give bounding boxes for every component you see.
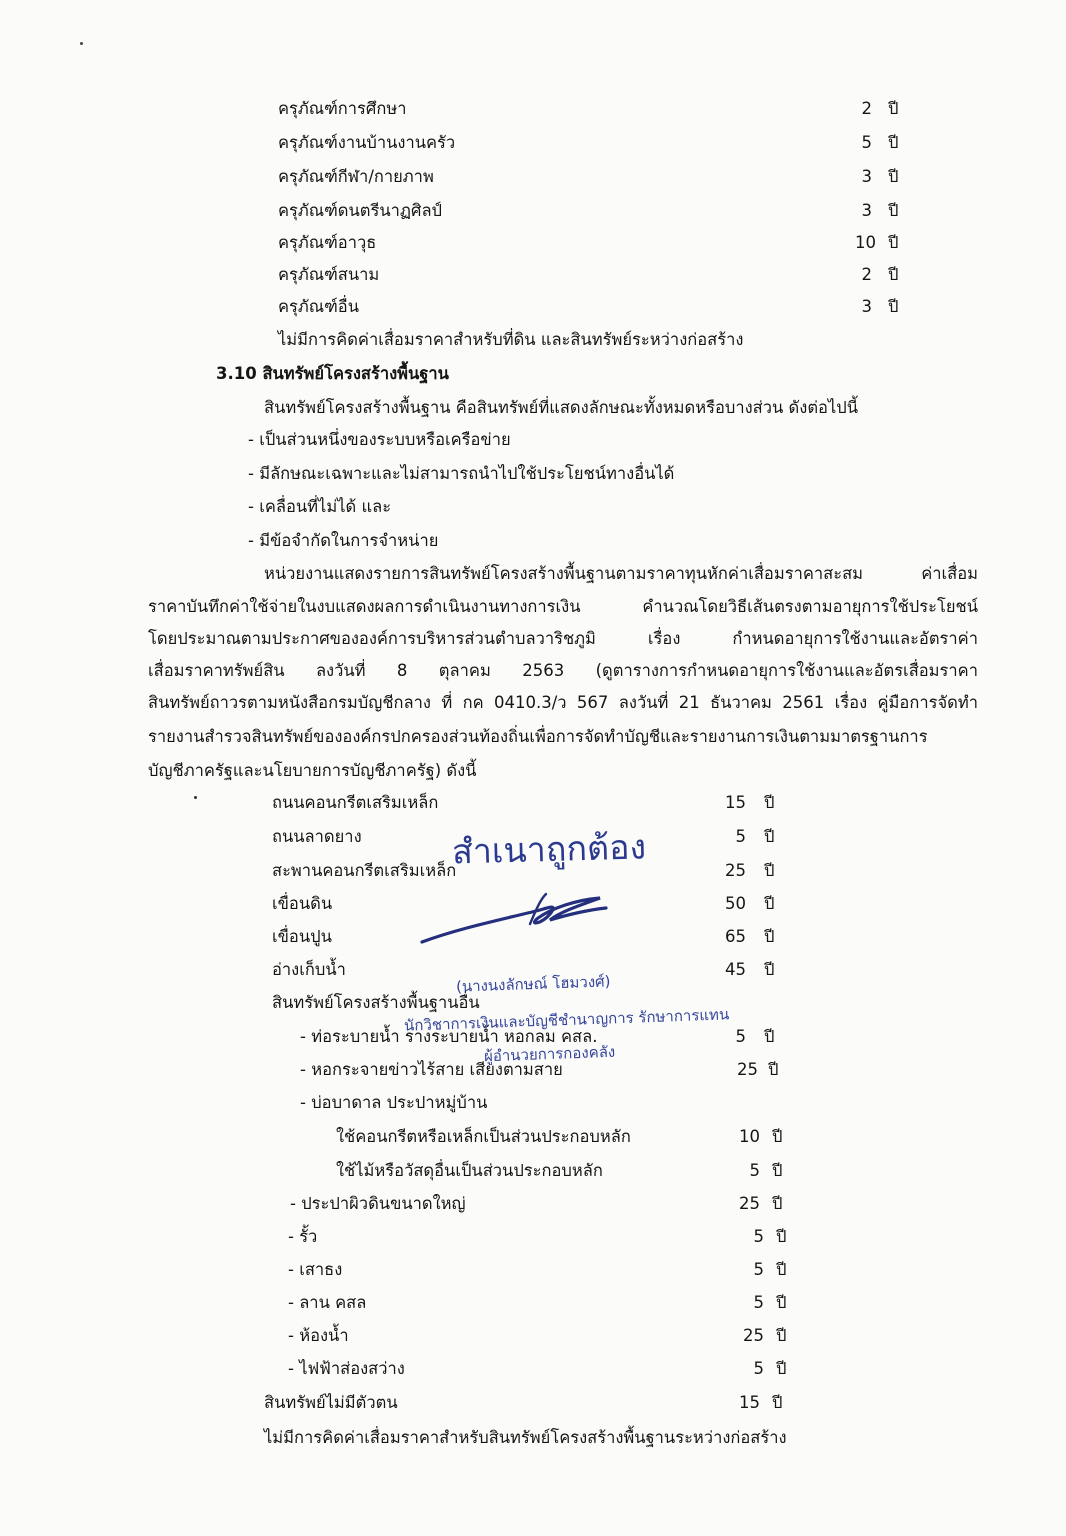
equipment-unit: ปี bbox=[888, 233, 899, 252]
stamp-name: (นางนงลักษณ์ โฮมวงศ์) bbox=[455, 972, 611, 996]
other-item-years: 25 bbox=[739, 1194, 760, 1213]
other-item-years: 25 bbox=[737, 1060, 758, 1079]
other-item-label: - ลาน คสล bbox=[288, 1293, 367, 1312]
paragraph-line: เสื่อมราคาทรัพย์สิน ลงวันที่ 8 ตุลาคม 2563 (ดูตารางการกำหนดอายุการใช้งานและอัตรเสื่อมราคา bbox=[148, 661, 978, 680]
infrastructure-unit: ปี bbox=[764, 793, 775, 812]
other-item-unit: ปี bbox=[772, 1127, 783, 1146]
paragraph-line: สินทรัพย์ถาวรตามหนังสือกรมบัญชีกลาง ที่ กค 0410.3/ว 567 ลงวันที่ 21 ธันวาคม 2561 เรื่อง คู่มือการจัดทำ bbox=[148, 693, 978, 712]
other-item-unit: ปี bbox=[776, 1326, 787, 1345]
equipment-label: ครุภัณฑ์กีฬา/กายภาพ bbox=[278, 167, 434, 186]
intangible-years: 15 bbox=[739, 1393, 760, 1412]
other-item-label: - บ่อบาดาล ประปาหมู่บ้าน bbox=[300, 1093, 488, 1112]
other-item-years: 5 bbox=[753, 1293, 764, 1312]
infrastructure-label: ถนนลาดยาง bbox=[272, 827, 362, 846]
equipment-label: ครุภัณฑ์อื่น bbox=[278, 297, 359, 316]
other-item-label: - ประปาผิวดินขนาดใหญ่ bbox=[290, 1194, 466, 1213]
equipment-label: ครุภัณฑ์การศึกษา bbox=[278, 99, 407, 118]
other-item-label: ใช้คอนกรีตหรือเหล็กเป็นส่วนประกอบหลัก bbox=[336, 1127, 631, 1146]
other-item-years: 5 bbox=[735, 1027, 746, 1046]
scan-speck bbox=[194, 796, 197, 799]
equipment-unit: ปี bbox=[888, 201, 899, 220]
paragraph-line: ราคาบันทึกค่าใช้จ่ายในงบแสดงผลการดำเนินงานทางการเงิน คำนวณโดยวิธีเส้นตรงตามอายุการใช้ประโยชน์ bbox=[148, 597, 978, 616]
characteristic-item: - มีลักษณะเฉพาะและไม่สามารถนำไปใช้ประโยชน์ทางอื่นได้ bbox=[248, 464, 675, 483]
characteristic-item: - เคลื่อนที่ไม่ได้ และ bbox=[248, 497, 392, 516]
other-item-label: - รั้ว bbox=[288, 1227, 318, 1246]
intangible-label: สินทรัพย์ไม่มีตัวตน bbox=[264, 1393, 398, 1412]
paragraph-line: โดยประมาณตามประกาศขององค์การบริหารส่วนตำบลวาริชภูมิ เรื่อง กำหนดอายุการใช้งานและอัตราค่า bbox=[148, 629, 978, 648]
other-item-unit: ปี bbox=[776, 1359, 787, 1378]
intangible-unit: ปี bbox=[772, 1393, 783, 1412]
infrastructure-unit: ปี bbox=[764, 894, 775, 913]
infrastructure-label: สะพานคอนกรีตเสริมเหล็ก bbox=[272, 861, 457, 880]
paragraph-line-last: บัญชีภาครัฐและนโยบายการบัญชีภาครัฐ) ดังนี้ bbox=[148, 761, 477, 780]
infrastructure-years: 50 bbox=[725, 894, 746, 913]
other-item-years: 10 bbox=[739, 1127, 760, 1146]
equipment-years: 5 bbox=[861, 133, 872, 152]
other-item-label: - ห้องน้ำ bbox=[288, 1326, 349, 1345]
equipment-years: 3 bbox=[861, 201, 872, 220]
equipment-years: 2 bbox=[861, 99, 872, 118]
other-item-label: - เสาธง bbox=[288, 1260, 343, 1279]
other-item-unit: ปี bbox=[776, 1227, 787, 1246]
other-infrastructure-heading: สินทรัพย์โครงสร้างพื้นฐานอื่น bbox=[272, 993, 480, 1012]
stamp-title: สำเนาถูกต้อง bbox=[451, 827, 647, 873]
equipment-unit: ปี bbox=[888, 167, 899, 186]
other-item-unit: ปี bbox=[772, 1161, 783, 1180]
paragraph-line: รายงานสำรวจสินทรัพย์ขององค์กรปกครองส่วนท้องถิ่นเพื่อการจัดทำบัญชีและรายงานการเงินตามมาตรฐานการ bbox=[148, 727, 928, 746]
infrastructure-years: 45 bbox=[725, 960, 746, 979]
other-item-unit: ปี bbox=[764, 1027, 775, 1046]
equipment-years: 3 bbox=[861, 167, 872, 186]
stamp-position: นักวิชาการเงินและบัญชีชำนาญการ รักษาการแทน bbox=[403, 1005, 730, 1035]
other-item-unit: ปี bbox=[776, 1293, 787, 1312]
other-item-label: ใช้ไม้หรือวัสดุอื่นเป็นส่วนประกอบหลัก bbox=[336, 1161, 603, 1180]
equipment-years: 3 bbox=[861, 297, 872, 316]
signature-icon bbox=[400, 880, 640, 960]
paragraph-line: หน่วยงานแสดงรายการสินทรัพย์โครงสร้างพื้นฐานตามราคาทุนหักค่าเสื่อมราคาสะสม ค่าเสื่อม bbox=[264, 564, 978, 583]
infrastructure-label: อ่างเก็บน้ำ bbox=[272, 960, 346, 979]
infrastructure-label: เขื่อนดิน bbox=[272, 894, 333, 913]
equipment-label: ครุภัณฑ์งานบ้านงานครัว bbox=[278, 133, 456, 152]
other-item-unit: ปี bbox=[768, 1060, 779, 1079]
equipment-years: 10 bbox=[855, 233, 876, 252]
equipment-label: ครุภัณฑ์อาวุธ bbox=[278, 233, 377, 252]
equipment-unit: ปี bbox=[888, 99, 899, 118]
other-item-label: - ท่อระบายน้ำ รางระบายน้ำ หอกลม คสล. bbox=[300, 1027, 598, 1046]
no-depreciation-infra-note: ไม่มีการคิดค่าเสื่อมราคาสำหรับสินทรัพย์โครงสร้างพื้นฐานระหว่างก่อสร้าง bbox=[264, 1428, 787, 1447]
infrastructure-years: 25 bbox=[725, 861, 746, 880]
other-item-label: - ไฟฟ้าส่องสว่าง bbox=[288, 1359, 405, 1378]
infrastructure-years: 5 bbox=[735, 827, 746, 846]
other-item-label: - หอกระจายข่าวไร้สาย เสียงตามสาย bbox=[300, 1060, 563, 1079]
equipment-unit: ปี bbox=[888, 297, 899, 316]
characteristic-item: - มีข้อจำกัดในการจำหน่าย bbox=[248, 531, 439, 550]
characteristic-item: - เป็นส่วนหนึ่งของระบบหรือเครือข่าย bbox=[248, 430, 511, 449]
infrastructure-unit: ปี bbox=[764, 861, 775, 880]
infrastructure-label: ถนนคอนกรีตเสริมเหล็ก bbox=[272, 793, 439, 812]
infrastructure-years: 15 bbox=[725, 793, 746, 812]
equipment-unit: ปี bbox=[888, 265, 899, 284]
section-heading: 3.10 สินทรัพย์โครงสร้างพื้นฐาน bbox=[216, 364, 449, 383]
other-item-unit: ปี bbox=[776, 1260, 787, 1279]
infrastructure-label: เขื่อนปูน bbox=[272, 927, 332, 946]
equipment-years: 2 bbox=[861, 265, 872, 284]
equipment-label: ครุภัณฑ์สนาม bbox=[278, 265, 380, 284]
other-item-years: 5 bbox=[753, 1260, 764, 1279]
no-depreciation-land-note: ไม่มีการคิดค่าเสื่อมราคาสำหรับที่ดิน และสินทรัพย์ระหว่างก่อสร้าง bbox=[278, 330, 744, 349]
infrastructure-unit: ปี bbox=[764, 927, 775, 946]
other-item-unit: ปี bbox=[772, 1194, 783, 1213]
equipment-unit: ปี bbox=[888, 133, 899, 152]
infrastructure-unit: ปี bbox=[764, 827, 775, 846]
other-item-years: 5 bbox=[753, 1359, 764, 1378]
equipment-label: ครุภัณฑ์ดนตรีนาฏศิลป์ bbox=[278, 201, 443, 220]
definition-text: สินทรัพย์โครงสร้างพื้นฐาน คือสินทรัพย์ที่แสดงลักษณะทั้งหมดหรือบางส่วน ดังต่อไปนี้ bbox=[264, 398, 858, 417]
other-item-years: 5 bbox=[749, 1161, 760, 1180]
stamp-office: ผู้อำนวยการกองคลัง bbox=[483, 1042, 616, 1066]
other-item-years: 5 bbox=[753, 1227, 764, 1246]
other-item-years: 25 bbox=[743, 1326, 764, 1345]
infrastructure-years: 65 bbox=[725, 927, 746, 946]
infrastructure-unit: ปี bbox=[764, 960, 775, 979]
scan-speck bbox=[80, 42, 83, 45]
